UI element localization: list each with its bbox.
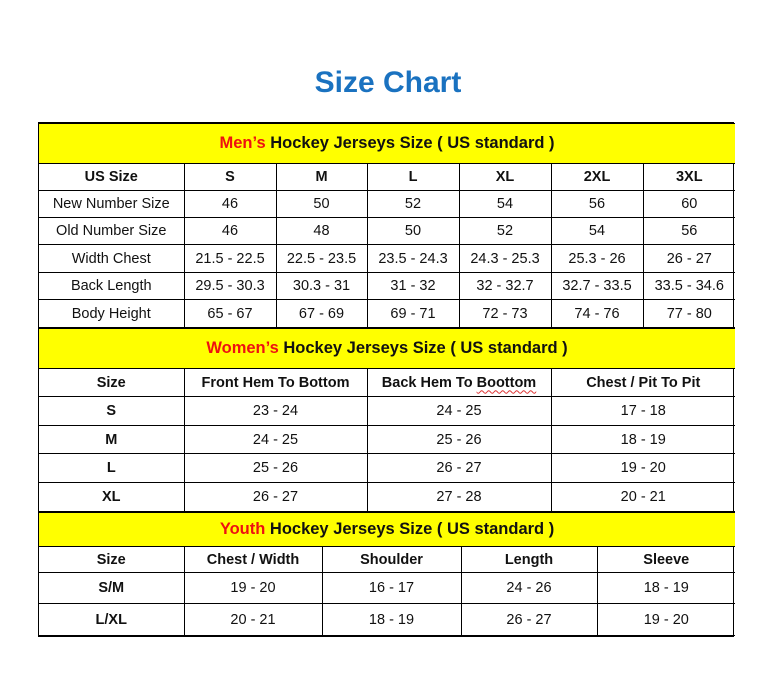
column-header-label: US Size <box>84 169 138 185</box>
column-header-label: Back Hem To Boottom <box>381 374 537 391</box>
table-cell: 24 - 25 <box>367 397 551 426</box>
men-size-table <box>39 123 735 328</box>
table-cell: 20 - 21 <box>551 483 735 512</box>
table-cell: 25 - 26 <box>367 426 551 454</box>
column-header <box>184 547 322 573</box>
table-cell: 20 - 21 <box>184 604 322 636</box>
table-cell: 25 - 26 <box>184 454 367 483</box>
row-label: L/XL <box>39 604 184 636</box>
table-cell: 77 - 80 <box>643 300 735 328</box>
row-label: Old Number Size <box>39 218 184 245</box>
table-row <box>39 426 735 454</box>
row-label: S <box>39 397 184 426</box>
column-header <box>184 369 367 397</box>
column-header-label: Size <box>96 374 126 391</box>
column-header-label: 3XL <box>675 169 703 185</box>
table-header-row <box>39 369 735 397</box>
table-cell: 24 - 26 <box>461 573 597 604</box>
table-row <box>39 245 735 273</box>
section-title: Hockey Jerseys Size ( US standard ) <box>278 339 568 357</box>
section-highlight: Men’s <box>219 134 266 152</box>
column-header <box>322 547 461 573</box>
table-cell: 26 - 27 <box>461 604 597 636</box>
table-cell: 27 - 28 <box>367 483 551 512</box>
table-cell: 69 - 71 <box>367 300 459 328</box>
table-cell: 19 - 20 <box>597 604 735 636</box>
table-cell: 23 - 24 <box>184 397 367 426</box>
table-cell: 23.5 - 24.3 <box>367 245 459 273</box>
table-row <box>39 191 735 218</box>
table-row <box>39 273 735 300</box>
row-label: Body Height <box>39 300 184 328</box>
table-cell: 32 - 32.7 <box>459 273 551 300</box>
men-section-heading <box>39 124 735 164</box>
column-header <box>551 164 643 191</box>
table-cell: 52 <box>459 218 551 245</box>
table-cell: 24.3 - 25.3 <box>459 245 551 273</box>
table-row <box>39 604 735 636</box>
table-cell: 46 <box>184 191 276 218</box>
column-header <box>184 164 276 191</box>
column-header-label: Length <box>504 551 554 568</box>
table-cell: 46 <box>184 218 276 245</box>
table-cell: 31 - 32 <box>367 273 459 300</box>
table-cell: 16 - 17 <box>322 573 461 604</box>
table-cell: 54 <box>459 191 551 218</box>
table-header-row <box>39 164 735 191</box>
column-header <box>367 369 551 397</box>
row-label: Back Length <box>39 273 184 300</box>
table-cell: 30.3 - 31 <box>276 273 367 300</box>
row-label: New Number Size <box>39 191 184 218</box>
column-header <box>551 369 735 397</box>
table-cell: 26 - 27 <box>184 483 367 512</box>
table-cell: 33.5 - 34.6 <box>643 273 735 300</box>
column-header <box>276 164 367 191</box>
table-cell: 26 - 27 <box>643 245 735 273</box>
column-header-label: M <box>315 169 328 185</box>
spellcheck-underline: Boottom <box>476 374 537 391</box>
table-cell: 24 - 25 <box>184 426 367 454</box>
column-header-label: Chest / Width <box>206 551 300 568</box>
table-cell: 52 <box>367 191 459 218</box>
column-header <box>367 164 459 191</box>
table-cell: 18 - 19 <box>551 426 735 454</box>
table-row <box>39 454 735 483</box>
column-header-label: Chest / Pit To Pit <box>586 374 701 391</box>
table-header-row <box>39 547 735 573</box>
column-header-label: Size <box>96 551 126 568</box>
table-cell: 56 <box>551 191 643 218</box>
table-row <box>39 573 735 604</box>
column-header-label: L <box>408 169 418 185</box>
section-highlight: Youth <box>219 520 266 538</box>
column-header <box>39 547 184 573</box>
column-header <box>643 164 735 191</box>
table-cell: 32.7 - 33.5 <box>551 273 643 300</box>
column-header-label: S <box>225 169 235 185</box>
table-row <box>39 483 735 512</box>
column-header <box>39 369 184 397</box>
column-header-label: Front Hem To Bottom <box>201 374 350 391</box>
table-cell: 18 - 19 <box>597 573 735 604</box>
section-title: Hockey Jerseys Size ( US standard ) <box>265 134 555 152</box>
table-cell: 29.5 - 30.3 <box>184 273 276 300</box>
row-label: Width Chest <box>39 245 184 273</box>
women-section-heading <box>39 329 735 369</box>
table-cell: 19 - 20 <box>551 454 735 483</box>
table-row <box>39 397 735 426</box>
table-cell: 19 - 20 <box>184 573 322 604</box>
column-header-label: Sleeve <box>643 551 690 568</box>
youth-size-table <box>39 512 735 636</box>
table-row <box>39 218 735 245</box>
row-label: XL <box>39 483 184 512</box>
table-cell: 74 - 76 <box>551 300 643 328</box>
column-header <box>459 164 551 191</box>
row-label: L <box>39 454 184 483</box>
table-row <box>39 300 735 328</box>
row-label: M <box>39 426 184 454</box>
table-cell: 48 <box>276 218 367 245</box>
column-header-label: Shoulder <box>360 551 423 568</box>
section-highlight: Women’s <box>206 339 279 357</box>
column-header-label: XL <box>495 169 515 185</box>
table-cell: 56 <box>643 218 735 245</box>
youth-section-heading <box>39 513 735 547</box>
table-cell: 54 <box>551 218 643 245</box>
table-cell: 18 - 19 <box>322 604 461 636</box>
row-label: S/M <box>39 573 184 604</box>
column-header <box>597 547 735 573</box>
page-title: Size Chart <box>314 66 462 99</box>
table-cell: 67 - 69 <box>276 300 367 328</box>
table-cell: 25.3 - 26 <box>551 245 643 273</box>
women-size-table <box>39 328 735 512</box>
table-cell: 26 - 27 <box>367 454 551 483</box>
table-cell: 65 - 67 <box>184 300 276 328</box>
table-cell: 21.5 - 22.5 <box>184 245 276 273</box>
column-header <box>39 164 184 191</box>
table-cell: 72 - 73 <box>459 300 551 328</box>
table-cell: 50 <box>367 218 459 245</box>
column-header-label: 2XL <box>583 169 611 185</box>
table-cell: 22.5 - 23.5 <box>276 245 367 273</box>
column-header <box>461 547 597 573</box>
section-title: Hockey Jerseys Size ( US standard ) <box>265 520 555 538</box>
size-chart <box>38 122 734 637</box>
table-cell: 17 - 18 <box>551 397 735 426</box>
table-cell: 50 <box>276 191 367 218</box>
table-cell: 60 <box>643 191 735 218</box>
